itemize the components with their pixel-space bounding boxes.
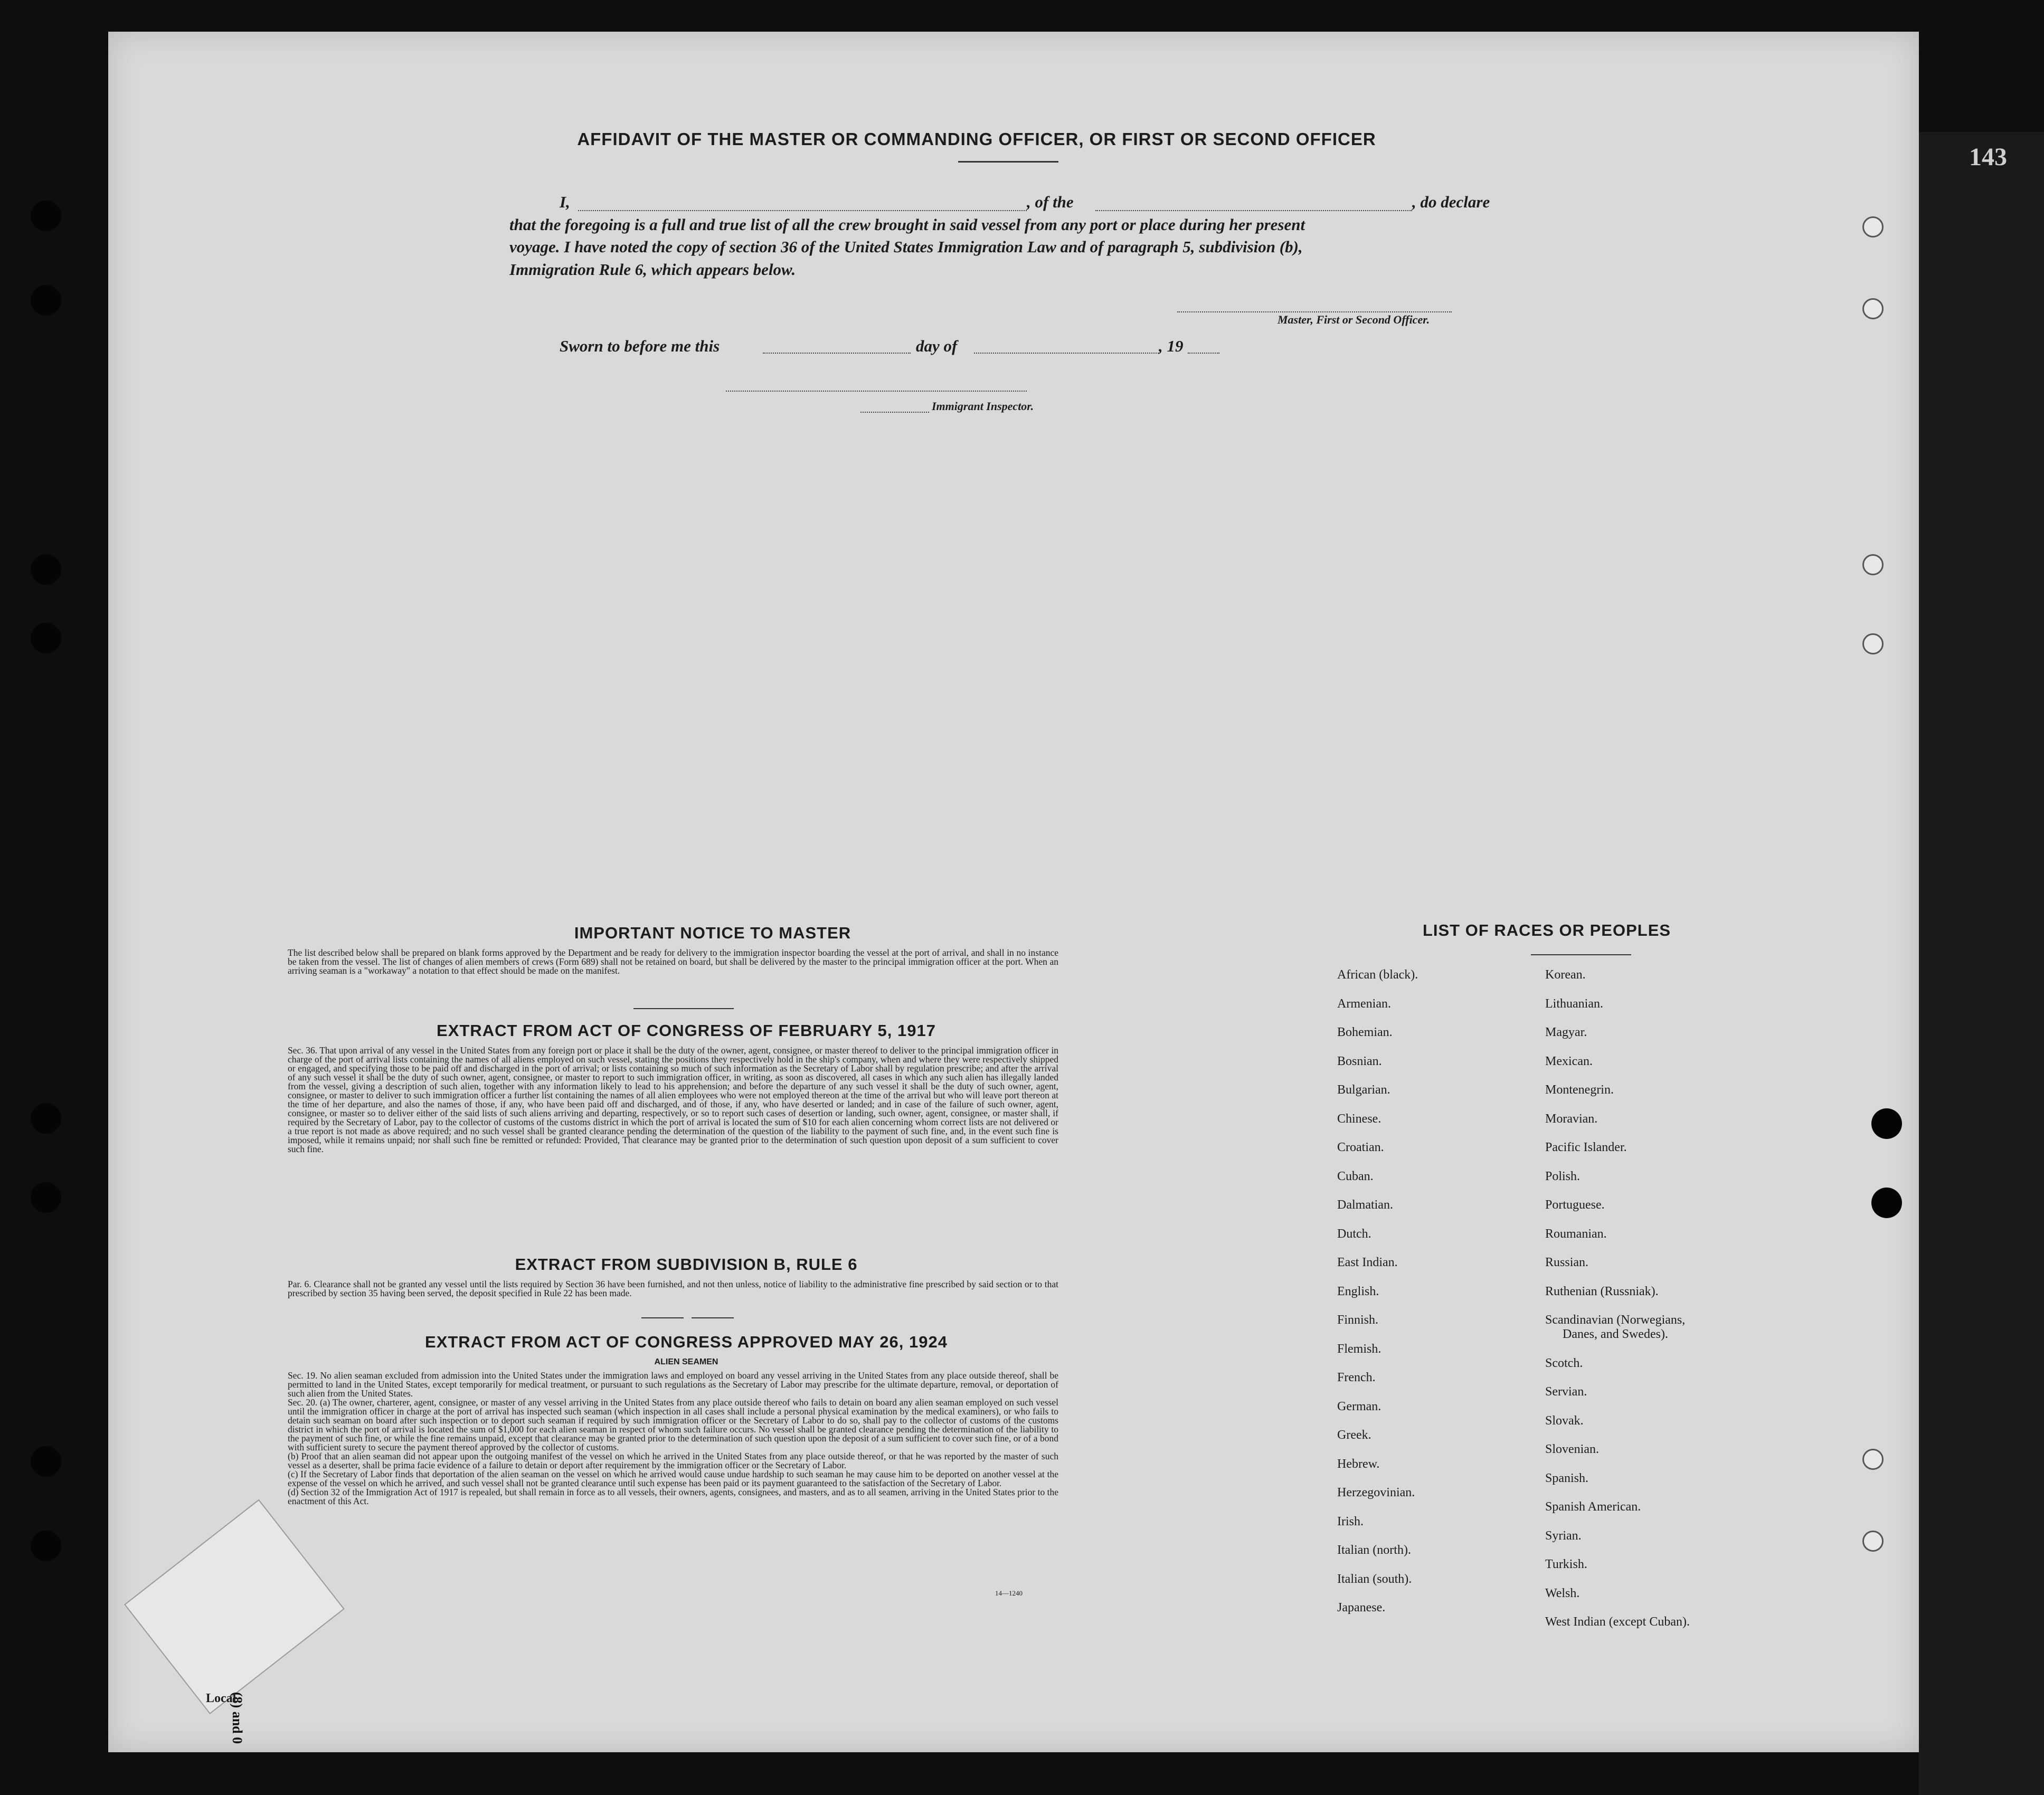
race-item: Bohemian. xyxy=(1337,1025,1393,1039)
sec20c-paragraph: (c) If the Secretary of Labor finds that deportation of the alien seaman on the vessel on which he arrived would cause undue hardship to such seaman he may cause him to be deported on another vessel at the expense of the vessel on which he arrived, and such vessel shall not be granted clearance until such expense has been paid or its payment guaranteed to the satisfaction of the Secretary of Labor. xyxy=(288,1469,1058,1488)
binder-ring xyxy=(1862,554,1884,575)
race-item: Dutch. xyxy=(1337,1227,1371,1241)
binder-ring xyxy=(1862,1449,1884,1470)
inspector-signature-line[interactable] xyxy=(726,391,1027,392)
race-item: Italian (north). xyxy=(1337,1543,1411,1557)
race-item: Montenegrin. xyxy=(1545,1083,1614,1097)
race-item: East Indian. xyxy=(1337,1256,1398,1269)
race-item: Chinese. xyxy=(1337,1112,1381,1126)
race-item: German. xyxy=(1337,1399,1381,1413)
extract-1924-title: EXTRACT FROM ACT OF CONGRESS APPROVED MAY 26, 1924 xyxy=(425,1333,948,1351)
sec19-paragraph: Sec. 19. No alien seaman excluded from admission into the United States under the immigration laws and employed on board any vessel arriving in the United States from any place outside thereof, shall be permitted to land in the United States, except temporarily for medical treatment, or pursuant to such regulations as the Secretary of Labor may prescribe for the ultimate departure, removal, or deportation of such alien from the United States. xyxy=(288,1370,1058,1399)
race-item: Spanish. xyxy=(1545,1471,1589,1485)
race-item: Welsh. xyxy=(1545,1586,1580,1600)
extract-1917-title: EXTRACT FROM ACT OF CONGRESS OF FEBRUARY 5, 1917 xyxy=(437,1021,936,1040)
master-label: Master, First or Second Officer. xyxy=(1278,313,1430,326)
race-item: Greek. xyxy=(1337,1428,1371,1442)
race-item: Italian (south). xyxy=(1337,1572,1412,1586)
binder-ring xyxy=(1862,1531,1884,1552)
race-item: Ruthenian (Russniak). xyxy=(1545,1284,1659,1298)
binder-hole xyxy=(31,623,61,653)
race-item: Croatian. xyxy=(1337,1141,1384,1154)
sworn-year-field[interactable] xyxy=(1188,353,1219,354)
master-signature-line[interactable] xyxy=(1177,311,1452,312)
race-item: African (black). xyxy=(1337,968,1418,982)
binder-hole xyxy=(31,1531,61,1561)
race-item: Moravian. xyxy=(1545,1112,1598,1126)
notice-rule xyxy=(633,1008,734,1009)
race-item: Spanish American. xyxy=(1545,1500,1641,1514)
race-item: Bulgarian. xyxy=(1337,1083,1390,1097)
stamp-text: (8) and 0 xyxy=(230,1692,245,1744)
affidavit-line1: that the foregoing is a full and true list of all the crew brought in said vessel from any port or place during her present xyxy=(509,215,1305,234)
races-title: LIST OF RACES OR PEOPLES xyxy=(1422,921,1671,939)
race-item: Slovenian. xyxy=(1545,1442,1599,1456)
rule6-divider-left xyxy=(641,1317,684,1318)
notice-title: IMPORTANT NOTICE TO MASTER xyxy=(574,924,851,942)
page-number: 143 xyxy=(1969,143,2007,171)
race-item: Portuguese. xyxy=(1545,1198,1605,1212)
binder-hole xyxy=(31,1446,61,1477)
race-item: Hebrew. xyxy=(1337,1457,1380,1471)
race-item: Syrian. xyxy=(1545,1528,1582,1543)
race-item: Korean. xyxy=(1545,968,1586,982)
binder-ring xyxy=(1862,633,1884,654)
sworn-day-field[interactable] xyxy=(763,353,911,354)
sec20d-paragraph: (d) Section 32 of the Immigration Act of 1917 is repealed, but shall remain in force as to all vessels, their owners, agents, consignees, and masters, and as to all seamen, arriving in the United States prior to the enactment of this Act. xyxy=(288,1487,1058,1506)
notice-text: The list described below shall be prepared on blank forms approved by the Department and be ready for delivery to the immigration inspector boarding the vessel at the port of arrival, and shall in no instance be taken from the vessel. The list of changes of alien members of crews (Form 689) shall not be retained on board, but shall be delivered by the master to the principal immigration officer at the port. When an arriving seaman is a "workaway" a notation to that effect should be made on the manifest. xyxy=(288,947,1058,976)
extract-rule6-text: Par. 6. Clearance shall not be granted any vessel until the lists required by Section 36 have been furnished, and not then unless, notice of liability to the administrative fine prescribed by said section or to that prescribed by section 35 having been served, the deposit specified in Rule 22 has been made. xyxy=(288,1279,1058,1298)
affidavit-line2: voyage. I have noted the copy of section 36 of the United States Immigration Law and of paragraph 5, subdivision (b), xyxy=(509,238,1303,256)
binder-hole xyxy=(31,201,61,231)
alien-seamen-subtitle: ALIEN SEAMEN xyxy=(654,1357,718,1366)
race-item: Mexican. xyxy=(1545,1054,1593,1068)
race-item: Slovak. xyxy=(1545,1413,1584,1428)
rule6-divider-right xyxy=(692,1317,734,1318)
race-item: Lithuanian. xyxy=(1545,996,1603,1011)
extract-1924-text xyxy=(288,1371,1058,1506)
race-item: Danes, and Swedes). xyxy=(1563,1327,1668,1341)
year-prefix: , 19 xyxy=(1159,337,1184,355)
binder-ring xyxy=(1862,298,1884,319)
race-item: Magyar. xyxy=(1545,1025,1587,1039)
affidavit-of-the: , of the xyxy=(1027,193,1074,211)
binder-hole xyxy=(1871,1188,1902,1218)
race-item: Japanese. xyxy=(1337,1601,1386,1614)
binder-ring xyxy=(1862,216,1884,238)
extract-rule6-title: EXTRACT FROM SUBDIVISION B, RULE 6 xyxy=(515,1255,858,1274)
race-item: Armenian. xyxy=(1337,996,1391,1011)
day-of-text: day of xyxy=(916,337,958,355)
race-item: Turkish. xyxy=(1545,1557,1587,1571)
affidavit-title: AFFIDAVIT OF THE MASTER OR COMMANDING OFFICER, OR FIRST OR SECOND OFFICER xyxy=(577,129,1376,149)
inspector-label: Immigrant Inspector. xyxy=(932,400,1034,413)
race-item: Roumanian. xyxy=(1545,1227,1607,1241)
name-field-line[interactable] xyxy=(578,210,1027,211)
sworn-month-field[interactable] xyxy=(974,353,1159,354)
affidavit-line3: Immigration Rule 6, which appears below. xyxy=(509,260,796,279)
race-item: Flemish. xyxy=(1337,1342,1381,1356)
sec20a-paragraph: Sec. 20. (a) The owner, charterer, agent, consignee, or master of any vessel arriving in the United States from any place outside thereof who fails to detain on board any alien seaman employed on such vessel until the immigration officer in charge at the port of arrival has inspected such seaman (which inspection in all cases shall include a personal physical examination by the medical examiners), or who fails to detain such seaman on board after such inspection or to deport such seaman if required by such immigration officer or the Secretary of Labor to do so, shall pay to the collector of customs of the customs district in which the port of arrival is located the sum of $1,000 for each alien seaman in respect of whom such failure occurs. No vessel shall be granted clearance pending the determination of the liability to the payment of such fine, or while the fine remains unpaid, except that clearance may be granted prior to the determination of such question upon the deposit of a sum sufficient to cover such fine, or of a bond with sufficient surety to secure the payment thereof approved by the collector of customs. xyxy=(288,1397,1058,1452)
binder-hole xyxy=(31,285,61,316)
race-item: Bosnian. xyxy=(1337,1054,1382,1068)
race-item: French. xyxy=(1337,1371,1376,1384)
binder-hole xyxy=(31,1182,61,1213)
binding-strip xyxy=(1919,132,2044,1795)
title-rule xyxy=(958,161,1058,163)
race-item: Polish. xyxy=(1545,1169,1581,1183)
race-item: Pacific Islander. xyxy=(1545,1141,1627,1154)
race-item: Scandinavian (Norwegians, xyxy=(1545,1313,1686,1327)
race-item: English. xyxy=(1337,1284,1379,1298)
form-code: 14—1240 xyxy=(995,1589,1023,1597)
stamp-local-text: Local xyxy=(206,1692,236,1705)
race-item: Dalmatian. xyxy=(1337,1198,1393,1212)
race-item: Cuban. xyxy=(1337,1169,1374,1183)
extract-1917-text: Sec. 36. That upon arrival of any vessel in the United States from any foreign port or place it shall be the duty of the owner, agent, consignee, or master thereof to deliver to the principal immigration officer in charge of the port of arrival lists containing the names of all aliens employed on such vessel, stating the positions they respectively hold in the ship's company, when and where they were respectively shipped or engaged, and specifying those to be paid off and discharged in the port of arrival; or lists containing so much of such information as the Secretary of Labor shall by regulation prescribe; and after the arrival of any such vessel it shall be the duty of such owner, agent, consignee, or master to report to such immigration officer, in writing, as soon as discovered, all cases in which any such alien has illegally landed from the vessel, giving a description of such alien, together with any information likely to lead to his apprehension; and before the departure of any such vessel it shall be the duty of such owner, agent, consignee, or master to deliver to such immigration officer a further list containing the names of all alien employees who were not employed thereon at the time of the arrival but who will leave port thereon at the time of her departure, and also the names of those, if any, who have been paid off and discharged, and of those, if any, who have deserted or landed; and in case of the failure of such owner, agent, consignee, or master so to deliver either of the said lists of such aliens arriving and departing, respectively, or so to report such cases of desertion or landing, such owner, agent, consignee, or master shall, if required by the Secretary of Labor, pay to the collector of customs of the customs district in which the port of arrival is located the sum of $10 for each alien concerning whom correct lists are not delivered or a true report is not made as above required; and no such vessel shall be granted clearance pending the determination of the question of the liability to the payment of such fine, and, in the event such fine is imposed, while it remains unpaid; nor shall such fine be remitted or refunded: Provided, That clearance may be granted prior to the determination of such question upon deposit of a sum sufficient to cover such fine. xyxy=(288,1045,1058,1154)
race-item: Herzegovinian. xyxy=(1337,1486,1415,1499)
race-item: Scotch. xyxy=(1545,1356,1583,1370)
sec20b-paragraph: (b) Proof that an alien seaman did not appear upon the outgoing manifest of the vessel on which he arrived in the United States from any place outside thereof, or that he was reported by the master of such vessel as a deserter, shall be prima facie evidence of a failure to detain or deport after requirement by the immigration officer or the Secretary of Labor. xyxy=(288,1451,1058,1470)
race-item: Russian. xyxy=(1545,1256,1589,1269)
inspector-signature-line-2[interactable] xyxy=(860,412,929,413)
affidavit-do-declare: , do declare xyxy=(1412,193,1490,211)
race-item: Servian. xyxy=(1545,1385,1587,1399)
affidavit-i: I, xyxy=(560,193,570,211)
vessel-field-line[interactable] xyxy=(1095,210,1412,211)
race-item: West Indian (except Cuban). xyxy=(1545,1615,1690,1629)
race-item: Irish. xyxy=(1337,1514,1364,1528)
binder-hole xyxy=(1871,1108,1902,1139)
races-title-rule xyxy=(1531,954,1631,955)
race-item: Finnish. xyxy=(1337,1313,1379,1327)
binder-hole xyxy=(31,1103,61,1134)
sworn-text: Sworn to before me this xyxy=(560,337,720,355)
binder-hole xyxy=(31,554,61,585)
